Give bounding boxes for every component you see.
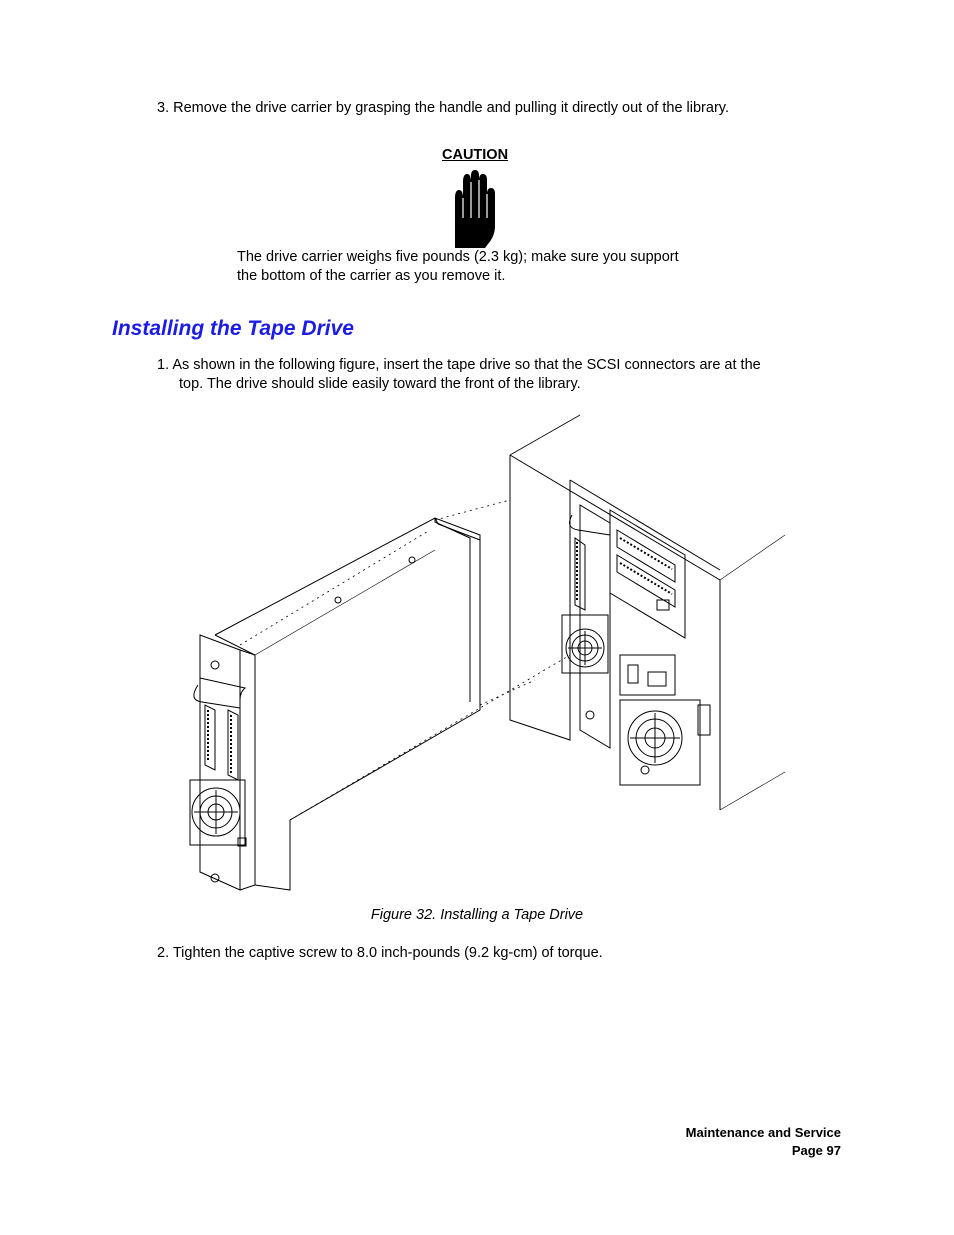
caution-text: [237, 248, 737, 286]
step-1-line-2: top. The drive should slide easily toward the front of the library.: [179, 376, 581, 392]
caution-line-2: the bottom of the carrier as you remove it.: [237, 268, 506, 284]
footer-section-title: Maintenance and Service: [685, 1125, 841, 1140]
stop-hand-icon: [452, 170, 502, 250]
step-2-text: 2. Tighten the captive screw to 8.0 inch-pounds (9.2 kg-cm) of torque.: [157, 945, 603, 961]
step-1-line-1: 1. As shown in the following figure, insert the tape drive so that the SCSI connectors are at the: [157, 357, 761, 373]
caution-line-1: The drive carrier weighs five pounds (2.3 kg); make sure you support: [237, 249, 679, 265]
section-heading: Installing the Tape Drive: [112, 317, 354, 340]
step-1-text: [157, 356, 817, 394]
tape-drive-carrier: [190, 518, 480, 890]
page-footer: [686, 1124, 841, 1160]
caution-title: CAUTION: [442, 147, 509, 163]
library-enclosure: [510, 415, 785, 810]
tape-drive-installation-figure: [180, 410, 790, 900]
alignment-lines: [240, 500, 570, 820]
figure-caption: Figure 32. Installing a Tape Drive: [370, 907, 584, 923]
page-number: Page 97: [791, 1143, 841, 1158]
step-3-text: 3. Remove the drive carrier by grasping the handle and pulling it directly out of the library.: [157, 100, 729, 116]
